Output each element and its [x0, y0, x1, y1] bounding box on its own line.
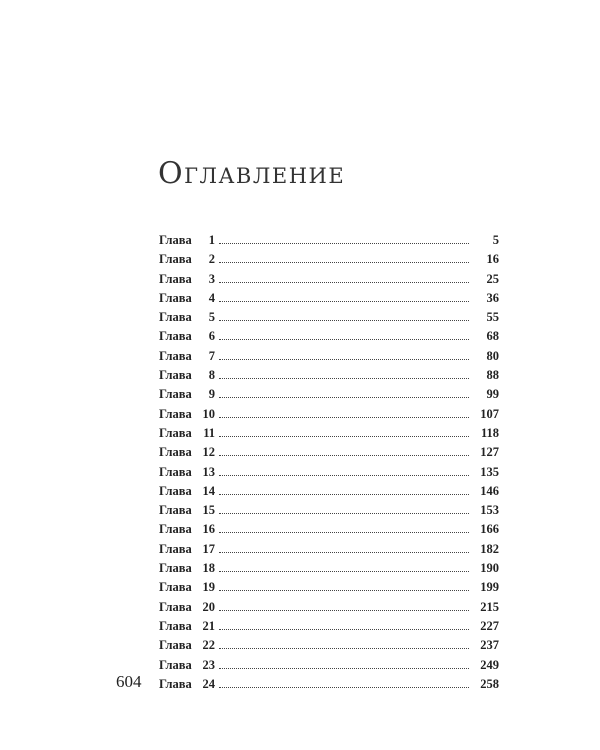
toc-leader-dots [219, 465, 469, 476]
toc-page-number: 5 [492, 233, 499, 247]
toc-leader-dots [219, 658, 469, 669]
toc-page-number: 153 [480, 503, 499, 518]
toc-chapter-label [159, 405, 217, 424]
toc-leader-dots [219, 638, 469, 649]
toc-chapter-number: 16 [202, 522, 215, 537]
toc-chapter-word: Глава [159, 387, 192, 402]
toc-entry[interactable] [159, 617, 499, 636]
toc-page-number: 127 [480, 445, 499, 460]
toc-chapter-number: 3 [208, 271, 215, 286]
toc-chapter-word: Глава [159, 483, 192, 498]
toc-entry[interactable] [159, 231, 499, 250]
toc-chapter-number: 10 [202, 406, 215, 421]
toc-chapter-number: 17 [202, 541, 215, 556]
toc-chapter-word: Глава [159, 464, 192, 479]
toc-chapter-number: 8 [208, 368, 215, 383]
toc-leader-dots [219, 503, 469, 514]
toc-leader-dots [219, 619, 469, 630]
toc-chapter-word: Глава [159, 541, 192, 556]
toc-chapter-word: Глава [159, 406, 192, 421]
toc-entry[interactable] [159, 405, 499, 424]
toc-page-number: 227 [480, 618, 499, 633]
toc-chapter-number: 6 [208, 329, 215, 344]
toc-leader-dots [219, 329, 469, 340]
toc-chapter-number: 14 [202, 483, 215, 498]
toc-chapter-number: 18 [202, 561, 215, 576]
toc-chapter-label [159, 385, 217, 404]
toc-leader-dots [219, 252, 469, 263]
toc-page-number: 182 [480, 541, 499, 556]
toc-chapter-number: 1 [208, 233, 215, 247]
toc-page-number: 55 [486, 310, 499, 325]
toc-leader-dots [219, 368, 469, 379]
toc-entry[interactable] [159, 366, 499, 385]
toc-page-number: 215 [480, 599, 499, 614]
toc-chapter-word: Глава [159, 599, 192, 614]
toc-page-number: 16 [486, 252, 499, 267]
toc-page-number: 190 [480, 561, 499, 576]
toc-page-number: 199 [480, 580, 499, 595]
toc-chapter-label [159, 443, 217, 462]
toc-page-number: 237 [480, 638, 499, 653]
toc-chapter-label [159, 231, 217, 250]
toc-entry[interactable] [159, 443, 499, 462]
toc-chapter-label [159, 347, 217, 366]
toc-leader-dots [219, 387, 469, 398]
toc-page-number: 107 [480, 406, 499, 421]
toc-page-number: 99 [486, 387, 499, 402]
toc-entry[interactable] [159, 675, 499, 694]
toc-chapter-label [159, 289, 217, 308]
toc-leader-dots [219, 561, 469, 572]
toc-leader-dots [219, 426, 469, 437]
toc-chapter-label [159, 578, 217, 597]
toc-chapter-number: 11 [203, 425, 215, 440]
toc-chapter-word: Глава [159, 676, 192, 691]
toc-page-number: 88 [486, 368, 499, 383]
toc-entry[interactable] [159, 559, 499, 578]
toc-entry[interactable] [159, 327, 499, 346]
toc-leader-dots [219, 677, 469, 688]
toc-chapter-word: Глава [159, 638, 192, 653]
toc-page-number: 25 [486, 271, 499, 286]
toc-entry[interactable] [159, 482, 499, 501]
toc-chapter-label [159, 656, 217, 675]
toc-entry[interactable] [159, 501, 499, 520]
toc-entry[interactable] [159, 656, 499, 675]
toc-chapter-word: Глава [159, 290, 192, 305]
toc-page-number: 258 [480, 676, 499, 691]
toc-chapter-number: 22 [202, 638, 215, 653]
toc-page-number: 80 [486, 348, 499, 363]
toc-chapter-number: 4 [208, 290, 215, 305]
toc-entry[interactable] [159, 250, 499, 269]
toc-chapter-number: 5 [208, 310, 215, 325]
toc-chapter-label [159, 424, 217, 443]
toc-entry[interactable] [159, 540, 499, 559]
toc-leader-dots [219, 407, 469, 418]
toc-entry[interactable] [159, 424, 499, 443]
toc-leader-dots [219, 580, 469, 591]
toc-leader-dots [219, 600, 469, 611]
toc-page-number: 146 [480, 483, 499, 498]
toc-chapter-word: Глава [159, 657, 192, 672]
toc-leader-dots [219, 310, 469, 321]
toc-entry[interactable] [159, 578, 499, 597]
toc-chapter-word: Глава [159, 522, 192, 537]
toc-chapter-label [159, 675, 217, 694]
toc-page-number: 36 [486, 290, 499, 305]
toc-entry[interactable] [159, 289, 499, 308]
toc-chapter-label [159, 520, 217, 539]
toc-chapter-word: Глава [159, 348, 192, 363]
toc-chapter-label [159, 366, 217, 385]
toc-chapter-number: 7 [208, 348, 215, 363]
toc-chapter-label [159, 540, 217, 559]
page-title: Оглавление [158, 156, 346, 191]
toc-chapter-number: 13 [202, 464, 215, 479]
toc-chapter-number: 15 [202, 503, 215, 518]
toc-chapter-number: 2 [208, 252, 215, 267]
toc-chapter-label [159, 327, 217, 346]
toc-chapter-word: Глава [159, 368, 192, 383]
page-number: 604 [116, 672, 142, 691]
toc-chapter-label [159, 482, 217, 501]
toc-chapter-word: Глава [159, 233, 192, 247]
toc-chapter-word: Глава [159, 445, 192, 460]
toc-chapter-label [159, 308, 217, 327]
toc-chapter-word: Глава [159, 618, 192, 633]
toc-chapter-label [159, 270, 217, 289]
toc-chapter-label [159, 598, 217, 617]
toc-page-number: 68 [486, 329, 499, 344]
toc-entry[interactable] [159, 598, 499, 617]
toc-entry[interactable] [159, 520, 499, 539]
toc-chapter-number: 19 [202, 580, 215, 595]
toc-leader-dots [219, 233, 469, 244]
toc-chapter-number: 23 [202, 657, 215, 672]
table-of-contents [159, 231, 499, 694]
toc-chapter-label [159, 636, 217, 655]
toc-chapter-label [159, 559, 217, 578]
toc-leader-dots [219, 445, 469, 456]
toc-chapter-word: Глава [159, 561, 192, 576]
toc-leader-dots [219, 542, 469, 553]
toc-chapter-word: Глава [159, 503, 192, 518]
toc-chapter-label [159, 463, 217, 482]
toc-entry[interactable] [159, 347, 499, 366]
toc-leader-dots [219, 522, 469, 533]
toc-chapter-word: Глава [159, 252, 192, 267]
toc-leader-dots [219, 272, 469, 283]
toc-chapter-number: 20 [202, 599, 215, 614]
toc-chapter-number: 21 [202, 618, 215, 633]
toc-chapter-word: Глава [159, 271, 192, 286]
toc-page-number: 118 [480, 425, 499, 440]
toc-chapter-word: Глава [159, 425, 192, 440]
toc-chapter-word: Глава [159, 310, 192, 325]
toc-leader-dots [219, 349, 469, 360]
toc-entry[interactable] [159, 636, 499, 655]
toc-entry[interactable] [159, 308, 499, 327]
toc-chapter-number: 9 [208, 387, 215, 402]
toc-page-number: 135 [480, 464, 499, 479]
toc-page-number: 166 [480, 522, 499, 537]
toc-page-number: 249 [480, 657, 499, 672]
toc-chapter-word: Глава [159, 580, 192, 595]
toc-leader-dots [219, 291, 469, 302]
toc-leader-dots [219, 484, 469, 495]
toc-entry[interactable] [159, 385, 499, 404]
toc-entry[interactable] [159, 463, 499, 482]
toc-chapter-number: 24 [202, 676, 215, 691]
toc-chapter-label [159, 617, 217, 636]
toc-entry[interactable] [159, 270, 499, 289]
toc-chapter-label [159, 250, 217, 269]
toc-chapter-label [159, 501, 217, 520]
toc-chapter-number: 12 [202, 445, 215, 460]
toc-chapter-word: Глава [159, 329, 192, 344]
